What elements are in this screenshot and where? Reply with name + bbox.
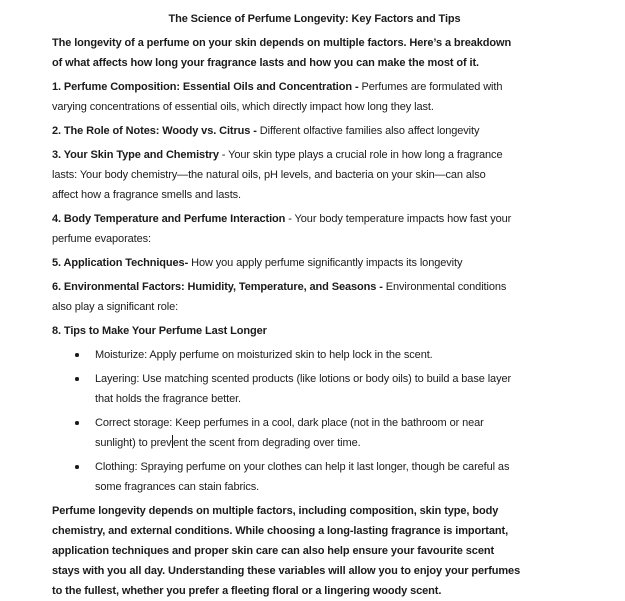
paragraph-lines [52, 209, 577, 249]
text-segment: Layering: Use matching scented products (like lotions or body oils) to build a base layer [95, 373, 512, 385]
text-line[interactable] [52, 229, 577, 249]
bold-text-segment: of what affects how long your fragrance lasts and how you can make the most of it. [52, 57, 479, 69]
paragraph-lines [95, 369, 511, 409]
text-line[interactable] [95, 433, 484, 453]
text-segment: How you apply perfume significantly impacts its longevity [188, 257, 463, 269]
tips-heading [52, 321, 577, 341]
text-segment: perfume evaporates: [52, 233, 151, 245]
numbered-item-6 [52, 277, 577, 317]
text-segment: that holds the fragrance better. [95, 393, 242, 405]
text-line[interactable] [95, 389, 511, 409]
text-line[interactable] [95, 369, 511, 389]
text-line[interactable] [95, 477, 509, 497]
bold-text-segment: to the fullest, whether you prefer a fleeting floral or a lingering woody scent. [52, 585, 442, 597]
text-line[interactable] [52, 121, 577, 141]
text-line[interactable] [52, 209, 577, 229]
bullet-item-clothing [52, 457, 577, 497]
paragraph-lines [95, 345, 433, 365]
bold-text-segment: chemistry, and external conditions. While choosing a long-lasting fragrance is important, [52, 525, 509, 537]
bold-text-segment: 5. Application Techniques- [52, 257, 189, 269]
numbered-item-5 [52, 253, 577, 273]
numbered-item-4 [52, 209, 577, 249]
bullet-dot-icon [75, 345, 95, 365]
text-line[interactable] [95, 413, 484, 433]
text-line[interactable] [52, 277, 577, 297]
bold-text-segment: 4. Body Temperature and Perfume Interaction [52, 213, 286, 225]
text-segment: Correct storage: Keep perfumes in a cool, dark place (not in the bathroom or near [95, 417, 484, 429]
bullet-item-moisturize [52, 345, 577, 365]
numbered-item-1 [52, 77, 577, 117]
bold-text-segment: 6. Environmental Factors: Humidity, Temperature, and Seasons - [52, 281, 383, 293]
bullet-item-layering [52, 369, 577, 409]
text-line[interactable] [52, 561, 577, 581]
text-line[interactable] [52, 77, 577, 97]
paragraph-lines [52, 501, 577, 601]
numbered-item-2 [52, 121, 577, 141]
document-blocks [52, 33, 577, 601]
paragraph-lines [52, 321, 577, 341]
document-title[interactable]: The Science of Perfume Longevity: Key Factors and Tips [168, 13, 461, 25]
text-line[interactable] [52, 541, 577, 561]
paragraph-lines [52, 121, 577, 141]
bold-text-segment: The longevity of a perfume on your skin depends on multiple factors. Here’s a breakdown [52, 37, 512, 49]
paragraph-lines [52, 77, 577, 117]
paragraph-lines [52, 277, 577, 317]
text-line[interactable] [52, 297, 577, 317]
bullet-dot-icon [75, 413, 95, 453]
bold-text-segment: 3. Your Skin Type and Chemistry [52, 149, 219, 161]
text-line[interactable] [52, 501, 577, 521]
text-segment: some fragrances can stain fabrics. [95, 481, 260, 493]
text-line[interactable] [52, 145, 577, 165]
bold-text-segment: 2. The Role of Notes: Woody vs. Citrus - [52, 125, 257, 137]
text-line[interactable] [52, 521, 577, 541]
text-line[interactable] [52, 165, 577, 185]
paragraph-lines [52, 33, 577, 73]
paragraph-lines [95, 413, 484, 453]
text-line[interactable] [95, 345, 433, 365]
numbered-item-3 [52, 145, 577, 205]
text-line[interactable] [95, 457, 509, 477]
text-line[interactable] [52, 33, 577, 53]
text-segment: Environmental conditions [382, 281, 507, 293]
text-segment: - Your skin type plays a crucial role in how long a fragrance [218, 149, 503, 161]
text-line[interactable] [52, 253, 577, 273]
bullet-dot-icon [75, 369, 95, 409]
paragraph-lines [52, 253, 577, 273]
text-segment: Moisturize: Apply perfume on moisturized skin to help lock in the scent. [95, 349, 433, 361]
conclusion-paragraph [52, 501, 577, 601]
bold-text-segment: Perfume longevity depends on multiple factors, including composition, skin type, body [52, 505, 499, 517]
intro-paragraph [52, 33, 577, 73]
paragraph-lines [95, 457, 509, 497]
text-segment: ent the scent from degrading over time. [173, 437, 361, 449]
bold-text-segment: 1. Perfume Composition: Essential Oils and Concentration - [52, 81, 359, 93]
text-line[interactable] [52, 97, 577, 117]
bold-text-segment: stays with you all day. Understanding these variables will allow you to enjoy your perfumes [52, 565, 521, 577]
text-segment: varying concentrations of essential oils, which directly impact how long they last. [52, 101, 434, 113]
paragraph-lines [52, 145, 577, 205]
text-segment: Different olfactive families also affect longevity [256, 125, 480, 137]
text-segment: affect how a fragrance smells and lasts. [52, 189, 242, 201]
text-segment: also play a significant role: [52, 301, 179, 313]
bold-text-segment: 8. Tips to Make Your Perfume Last Longer [52, 325, 267, 337]
bold-text-segment: application techniques and proper skin care can also help ensure your favourite scent [52, 545, 495, 557]
text-line[interactable] [52, 321, 577, 341]
text-segment: Perfumes are formulated with [358, 81, 503, 93]
bullet-dot-icon [75, 457, 95, 497]
text-line[interactable] [52, 53, 577, 73]
text-segment: lasts: Your body chemistry—the natural oils, pH levels, and bacteria on your skin—can also [52, 169, 486, 181]
bullet-item-correct-storage [52, 413, 577, 453]
text-line[interactable] [52, 185, 577, 205]
text-segment: Clothing: Spraying perfume on your clothes can help it last longer, though be careful as [95, 461, 510, 473]
text-line[interactable] [52, 581, 577, 601]
text-segment: sunlight) to prev [95, 437, 172, 449]
text-segment: - Your body temperature impacts how fast your [285, 213, 512, 225]
